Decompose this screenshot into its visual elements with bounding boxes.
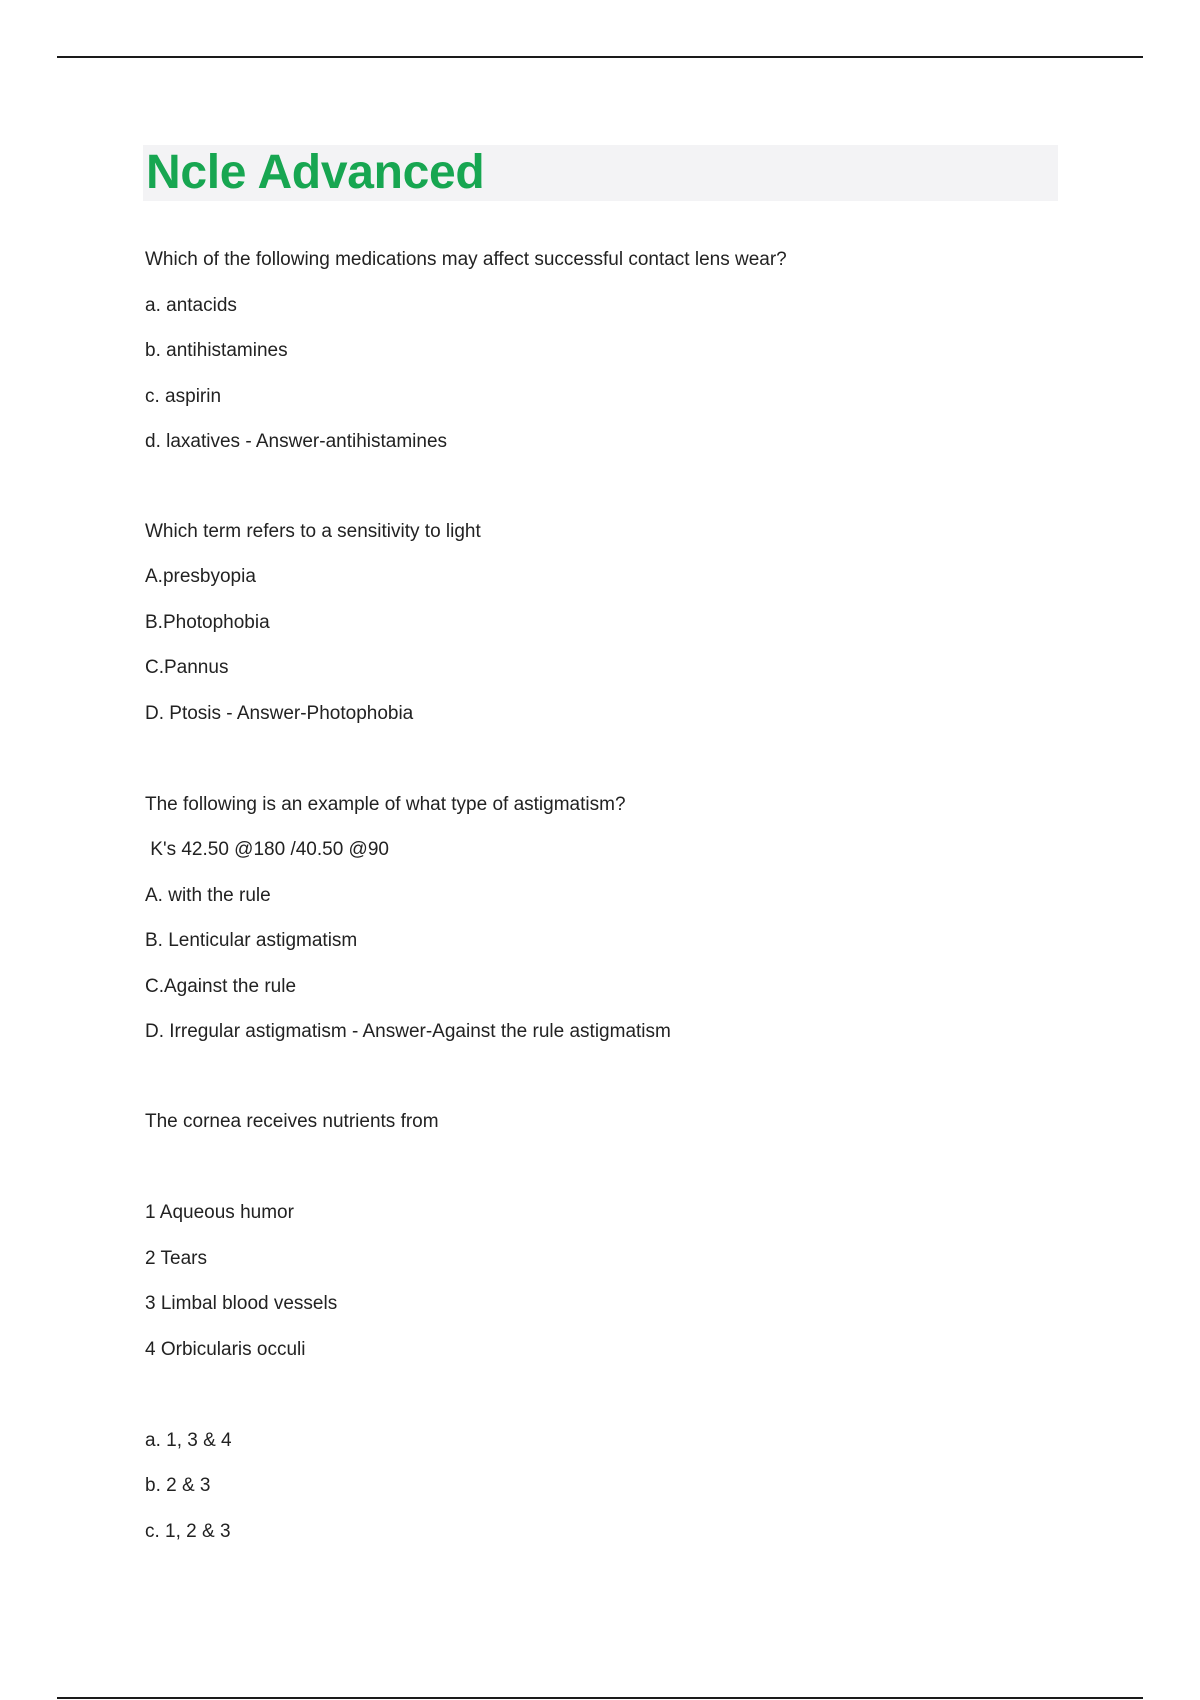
question-1-prompt: Which of the following medications may affect successful contact lens wear? (145, 249, 787, 270)
document-title: Ncle Advanced (146, 146, 485, 199)
question-4-item-2: 2 Tears (145, 1248, 207, 1269)
question-2-option-b: B.Photophobia (145, 612, 270, 633)
question-4-option-b: b. 2 & 3 (145, 1475, 211, 1496)
question-4-item-1: 1 Aqueous humor (145, 1202, 294, 1223)
question-4-prompt: The cornea receives nutrients from (145, 1111, 439, 1132)
question-2-prompt: Which term refers to a sensitivity to light (145, 521, 481, 542)
question-1-option-b: b. antihistamines (145, 340, 288, 361)
question-3-detail: K's 42.50 @180 /40.50 @90 (145, 839, 389, 860)
question-3-prompt: The following is an example of what type of astigmatism? (145, 794, 626, 815)
question-4-option-a: a. 1, 3 & 4 (145, 1430, 232, 1451)
question-1-option-c: c. aspirin (145, 386, 222, 407)
question-2-option-a: A.presbyopia (145, 566, 256, 587)
question-3-option-b: B. Lenticular astigmatism (145, 930, 358, 951)
question-2-option-c: C.Pannus (145, 657, 229, 678)
question-3-option-d-answer: D. Irregular astigmatism - Answer-Against the rule astigmatism (145, 1021, 671, 1042)
question-2-option-d-answer: D. Ptosis - Answer-Photophobia (145, 703, 414, 724)
question-1-option-a: a. antacids (145, 295, 237, 316)
question-4-item-4: 4 Orbicularis occuli (145, 1339, 306, 1360)
question-3-option-a: A. with the rule (145, 885, 271, 906)
question-4-item-3: 3 Limbal blood vessels (145, 1293, 338, 1314)
question-1-option-d-answer: d. laxatives - Answer-antihistamines (145, 431, 448, 452)
page-bottom-rule (57, 1697, 1143, 1699)
question-3-option-c: C.Against the rule (145, 976, 297, 997)
page-top-rule (57, 56, 1143, 58)
question-4-option-c: c. 1, 2 & 3 (145, 1521, 231, 1542)
